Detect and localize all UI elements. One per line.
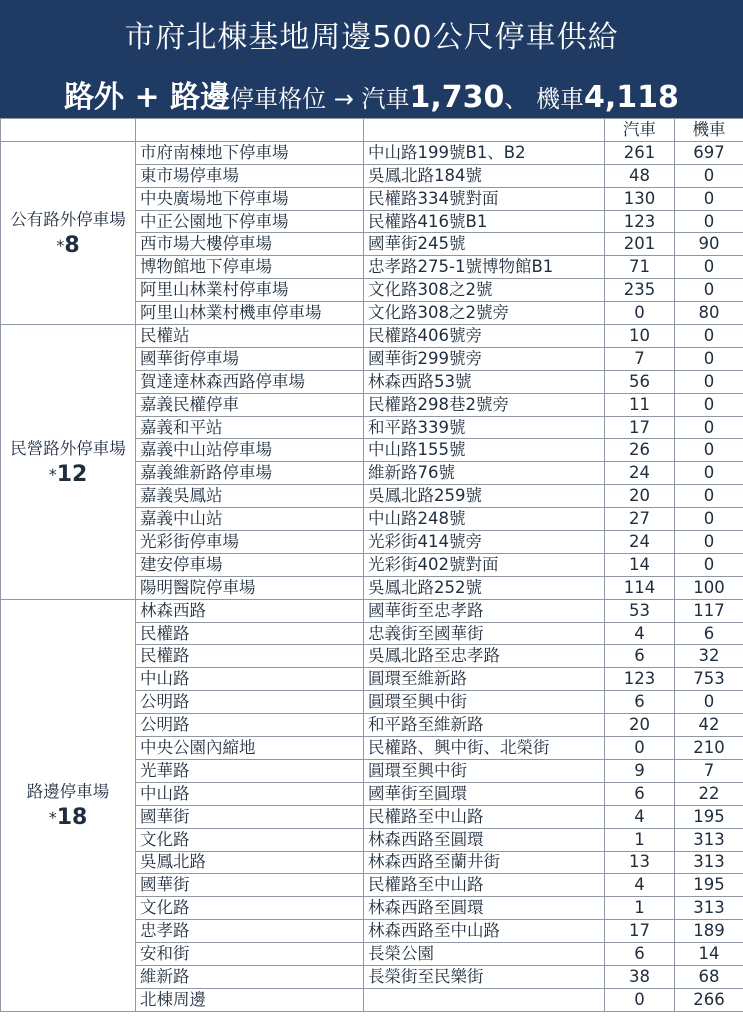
lot-name-cell: 市府南棟地下停車場 — [136, 141, 364, 164]
lot-name-cell: 國華街 — [136, 874, 364, 897]
lot-name-cell: 東市場停車場 — [136, 164, 364, 187]
moto-spaces-cell: 753 — [675, 668, 743, 691]
lot-name-cell: 文化路 — [136, 897, 364, 920]
lot-name-cell: 安和街 — [136, 943, 364, 966]
lot-location-cell — [364, 988, 605, 1011]
car-spaces-cell: 261 — [605, 141, 675, 164]
lot-name-cell: 建安停車場 — [136, 553, 364, 576]
lot-name-cell: 嘉義中山站 — [136, 508, 364, 531]
lot-name-cell: 中央公園內縮地 — [136, 737, 364, 760]
lot-location-cell: 圓環至興中街 — [364, 759, 605, 782]
lot-location-cell: 林森西路至中山路 — [364, 920, 605, 943]
lot-name-cell: 阿里山林業村停車場 — [136, 279, 364, 302]
lot-name-cell: 光華路 — [136, 759, 364, 782]
lot-name-cell: 嘉義和平站 — [136, 416, 364, 439]
moto-spaces-cell: 100 — [675, 576, 743, 599]
lot-location-cell: 民權路416號B1 — [364, 210, 605, 233]
moto-spaces-cell: 0 — [675, 485, 743, 508]
moto-spaces-cell: 0 — [675, 393, 743, 416]
moto-spaces-cell: 697 — [675, 141, 743, 164]
car-spaces-cell: 20 — [605, 485, 675, 508]
lot-location-cell: 維新路76號 — [364, 462, 605, 485]
subtitle-main: 路外 + 路邊 — [64, 80, 231, 115]
car-spaces-cell: 4 — [605, 622, 675, 645]
car-spaces-cell: 17 — [605, 416, 675, 439]
car-spaces-cell: 4 — [605, 874, 675, 897]
lot-location-cell: 民權路298巷2號旁 — [364, 393, 605, 416]
car-spaces-cell: 71 — [605, 256, 675, 279]
car-spaces-cell: 11 — [605, 393, 675, 416]
lot-location-cell: 國華街299號旁 — [364, 347, 605, 370]
lot-name-cell: 忠孝路 — [136, 920, 364, 943]
car-spaces-cell: 26 — [605, 439, 675, 462]
lot-location-cell: 中山路155號 — [364, 439, 605, 462]
lot-location-cell: 民權路406號旁 — [364, 325, 605, 348]
group-count-value: 18 — [56, 805, 88, 831]
car-spaces-cell: 13 — [605, 851, 675, 874]
asterisk-mark: * — [56, 235, 65, 255]
lot-location-cell: 光彩街402號對面 — [364, 553, 605, 576]
lot-name-cell: 中山路 — [136, 668, 364, 691]
moto-spaces-cell: 195 — [675, 805, 743, 828]
car-spaces-cell: 6 — [605, 645, 675, 668]
lot-location-cell: 國華街至圓環 — [364, 782, 605, 805]
lot-location-cell: 長榮公園 — [364, 943, 605, 966]
car-spaces-cell: 0 — [605, 737, 675, 760]
moto-spaces-cell: 0 — [675, 553, 743, 576]
lot-location-cell: 圓環至興中街 — [364, 691, 605, 714]
table-header-row — [1, 119, 743, 142]
lot-name-cell: 林森西路 — [136, 599, 364, 622]
moto-spaces-cell: 0 — [675, 508, 743, 531]
lot-name-cell: 嘉義民權停車 — [136, 393, 364, 416]
moto-spaces-cell: 313 — [675, 897, 743, 920]
car-spaces-cell: 0 — [605, 988, 675, 1011]
car-spaces-cell: 114 — [605, 576, 675, 599]
car-spaces-cell: 38 — [605, 965, 675, 988]
car-spaces-cell: 130 — [605, 187, 675, 210]
moto-spaces-cell: 0 — [675, 531, 743, 554]
moto-total: 4,118 — [584, 80, 679, 115]
lot-location-cell: 中山路248號 — [364, 508, 605, 531]
car-spaces-cell: 24 — [605, 462, 675, 485]
car-spaces-cell: 123 — [605, 210, 675, 233]
lot-location-cell: 民權路、興中街、北榮街 — [364, 737, 605, 760]
car-spaces-cell: 4 — [605, 805, 675, 828]
car-spaces-cell: 27 — [605, 508, 675, 531]
lot-name-cell: 嘉義維新路停車場 — [136, 462, 364, 485]
subtitle-sep: 、 機車 — [504, 85, 585, 113]
moto-spaces-cell: 0 — [675, 256, 743, 279]
group-label-cell — [1, 599, 136, 1011]
lot-name-cell: 中山路 — [136, 782, 364, 805]
moto-spaces-cell: 0 — [675, 187, 743, 210]
lot-location-cell: 林森西路至蘭井街 — [364, 851, 605, 874]
lot-location-cell: 忠義街至國華街 — [364, 622, 605, 645]
page-subtitle — [0, 72, 743, 116]
moto-spaces-cell: 0 — [675, 279, 743, 302]
moto-spaces-cell: 6 — [675, 622, 743, 645]
car-spaces-cell: 6 — [605, 943, 675, 966]
lot-location-cell: 光彩街414號旁 — [364, 531, 605, 554]
lot-location-cell: 文化路308之2號旁 — [364, 302, 605, 325]
group-count — [3, 807, 133, 829]
moto-spaces-cell: 313 — [675, 828, 743, 851]
car-spaces-cell: 14 — [605, 553, 675, 576]
lot-name-cell: 嘉義吳鳳站 — [136, 485, 364, 508]
lot-name-cell: 光彩街停車場 — [136, 531, 364, 554]
moto-spaces-cell: 189 — [675, 920, 743, 943]
moto-spaces-cell: 195 — [675, 874, 743, 897]
asterisk-mark: * — [48, 464, 57, 484]
lot-name-cell: 民權路 — [136, 622, 364, 645]
car-spaces-cell: 6 — [605, 691, 675, 714]
header-blank-cell — [364, 119, 605, 142]
car-spaces-cell: 53 — [605, 599, 675, 622]
header-blank-cell — [1, 119, 136, 142]
car-spaces-cell: 48 — [605, 164, 675, 187]
lot-name-cell: 中央廣場地下停車場 — [136, 187, 364, 210]
lot-name-cell: 吳鳳北路 — [136, 851, 364, 874]
lot-location-cell: 吳鳳北路至忠孝路 — [364, 645, 605, 668]
lot-location-cell: 長榮街至民樂街 — [364, 965, 605, 988]
car-spaces-cell: 1 — [605, 828, 675, 851]
moto-spaces-cell: 0 — [675, 462, 743, 485]
lot-name-cell: 北棟周邊 — [136, 988, 364, 1011]
moto-spaces-cell: 22 — [675, 782, 743, 805]
lot-name-cell: 陽明醫院停車場 — [136, 576, 364, 599]
lot-location-cell: 中山路199號B1、B2 — [364, 141, 605, 164]
lot-location-cell: 民權路至中山路 — [364, 874, 605, 897]
lot-name-cell: 賀達達林森西路停車場 — [136, 370, 364, 393]
car-spaces-cell: 56 — [605, 370, 675, 393]
car-spaces-cell: 235 — [605, 279, 675, 302]
car-spaces-cell: 6 — [605, 782, 675, 805]
lot-location-cell: 吳鳳北路184號 — [364, 164, 605, 187]
lot-name-cell: 中正公園地下停車場 — [136, 210, 364, 233]
moto-spaces-cell: 32 — [675, 645, 743, 668]
car-spaces-cell: 1 — [605, 897, 675, 920]
moto-spaces-cell: 0 — [675, 325, 743, 348]
moto-spaces-cell: 117 — [675, 599, 743, 622]
moto-spaces-cell: 7 — [675, 759, 743, 782]
subtitle-mid: 停車格位 → 汽車 — [230, 85, 410, 113]
table-row — [1, 325, 743, 348]
car-spaces-cell: 7 — [605, 347, 675, 370]
group-label: 民營路外停車場 — [10, 438, 126, 458]
page-title: 市府北棟基地周邊500公尺停車供給 — [124, 20, 619, 55]
lot-location-cell: 國華街至忠孝路 — [364, 599, 605, 622]
lot-name-cell: 嘉義中山站停車場 — [136, 439, 364, 462]
group-label: 公有路外停車場 — [10, 209, 126, 229]
lot-location-cell: 圓環至維新路 — [364, 668, 605, 691]
moto-spaces-cell: 42 — [675, 714, 743, 737]
group-label-cell — [1, 325, 136, 600]
parking-table-body — [1, 119, 743, 1012]
lot-name-cell: 博物館地下停車場 — [136, 256, 364, 279]
group-count — [3, 232, 133, 258]
lot-name-cell: 西市場大樓停車場 — [136, 233, 364, 256]
car-spaces-cell: 10 — [605, 325, 675, 348]
car-spaces-cell: 20 — [605, 714, 675, 737]
asterisk-mark: * — [48, 808, 57, 828]
moto-spaces-cell: 68 — [675, 965, 743, 988]
lot-name-cell: 文化路 — [136, 828, 364, 851]
moto-spaces-cell: 90 — [675, 233, 743, 256]
moto-spaces-cell: 0 — [675, 370, 743, 393]
car-spaces-cell: 24 — [605, 531, 675, 554]
lot-location-cell: 林森西路至圓環 — [364, 897, 605, 920]
moto-spaces-cell: 0 — [675, 439, 743, 462]
page-header — [0, 0, 743, 118]
lot-name-cell: 維新路 — [136, 965, 364, 988]
moto-spaces-cell: 0 — [675, 210, 743, 233]
column-header-car: 汽車 — [605, 119, 675, 142]
moto-spaces-cell: 0 — [675, 164, 743, 187]
moto-spaces-cell: 14 — [675, 943, 743, 966]
lot-location-cell: 民權路334號對面 — [364, 187, 605, 210]
parking-table — [0, 118, 743, 1012]
moto-spaces-cell: 266 — [675, 988, 743, 1011]
lot-name-cell: 公明路 — [136, 714, 364, 737]
lot-name-cell: 民權站 — [136, 325, 364, 348]
car-spaces-cell: 17 — [605, 920, 675, 943]
car-total: 1,730 — [409, 80, 505, 115]
car-spaces-cell: 201 — [605, 233, 675, 256]
lot-location-cell: 忠孝路275-1號博物館B1 — [364, 256, 605, 279]
lot-name-cell: 公明路 — [136, 691, 364, 714]
lot-location-cell: 吳鳳北路252號 — [364, 576, 605, 599]
group-count-value: 12 — [56, 461, 88, 487]
column-header-moto: 機車 — [675, 119, 743, 142]
group-label: 路邊停車場 — [26, 782, 110, 802]
table-row — [1, 141, 743, 164]
lot-name-cell: 國華街停車場 — [136, 347, 364, 370]
lot-location-cell: 和平路339號 — [364, 416, 605, 439]
lot-location-cell: 民權路至中山路 — [364, 805, 605, 828]
group-count — [3, 461, 133, 487]
table-row — [1, 599, 743, 622]
moto-spaces-cell: 80 — [675, 302, 743, 325]
car-spaces-cell: 9 — [605, 759, 675, 782]
moto-spaces-cell: 0 — [675, 416, 743, 439]
lot-name-cell: 阿里山林業村機車停車場 — [136, 302, 364, 325]
moto-spaces-cell: 0 — [675, 347, 743, 370]
moto-spaces-cell: 210 — [675, 737, 743, 760]
group-label-cell — [1, 141, 136, 324]
lot-location-cell: 吳鳳北路259號 — [364, 485, 605, 508]
header-blank-cell — [136, 119, 364, 142]
lot-location-cell: 林森西路至圓環 — [364, 828, 605, 851]
lot-location-cell: 國華街245號 — [364, 233, 605, 256]
car-spaces-cell: 0 — [605, 302, 675, 325]
moto-spaces-cell: 313 — [675, 851, 743, 874]
lot-location-cell: 林森西路53號 — [364, 370, 605, 393]
group-count-value: 8 — [64, 232, 80, 258]
car-spaces-cell: 123 — [605, 668, 675, 691]
lot-name-cell: 國華街 — [136, 805, 364, 828]
lot-location-cell: 文化路308之2號 — [364, 279, 605, 302]
lot-location-cell: 和平路至維新路 — [364, 714, 605, 737]
lot-name-cell: 民權路 — [136, 645, 364, 668]
moto-spaces-cell: 0 — [675, 691, 743, 714]
